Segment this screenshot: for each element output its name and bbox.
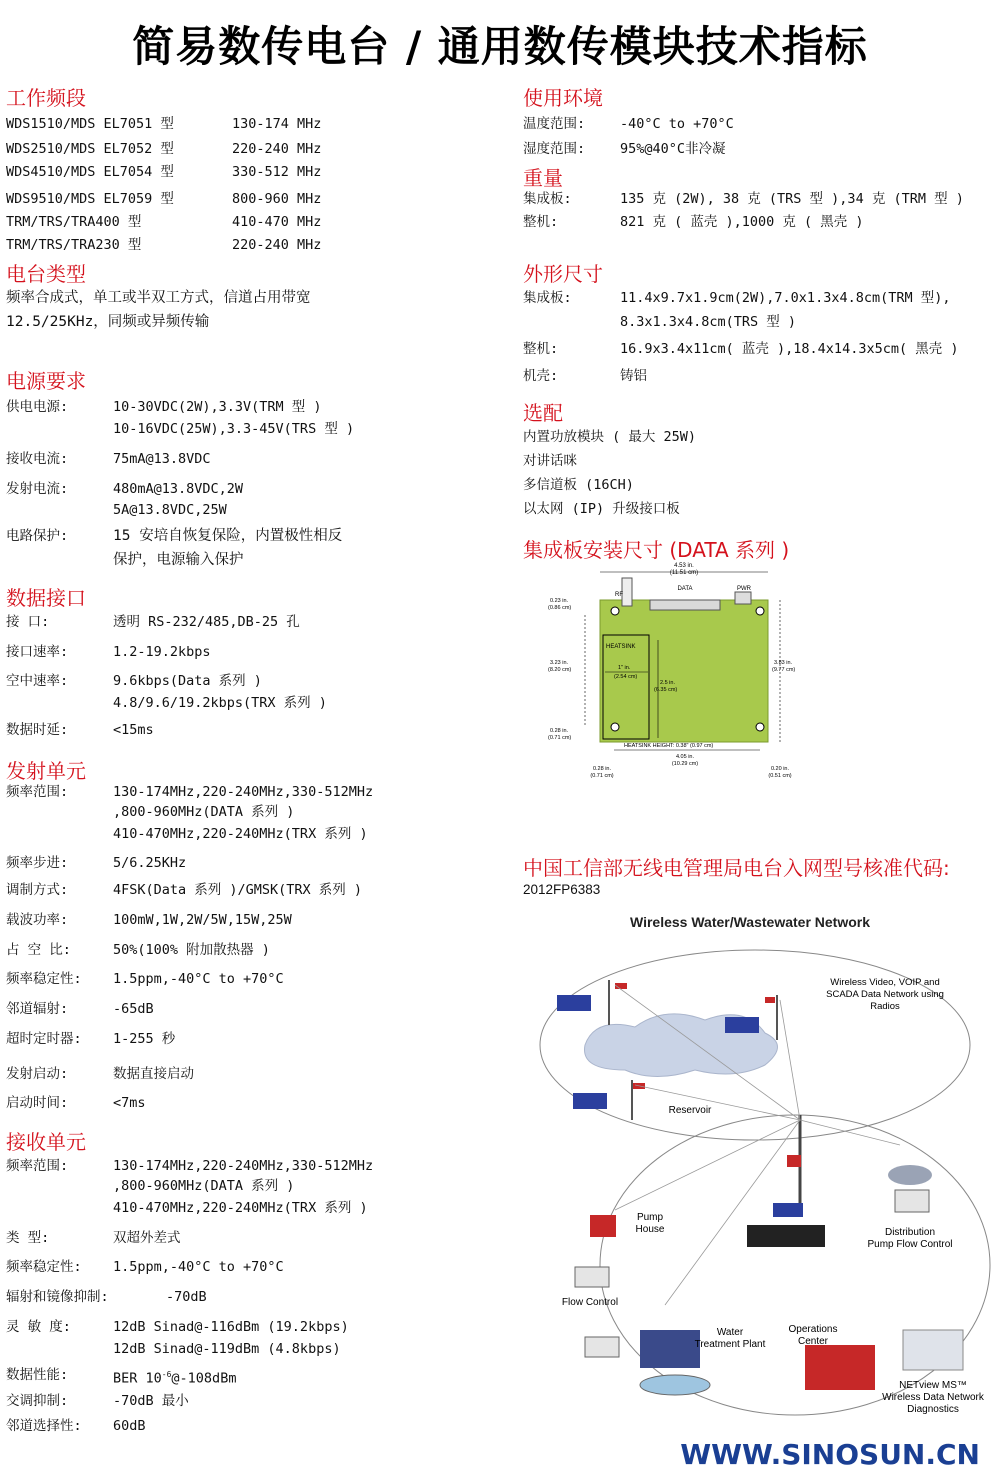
tx-stability-value: 1.5ppm,-40°C to +70°C (113, 971, 284, 987)
ops-label: Center (797, 1336, 829, 1347)
tx-mod-label: 调制方式: (6, 882, 69, 898)
freq-range: 330-512 MHz (232, 164, 322, 180)
tx-duty-label: 占 空 比: (6, 942, 71, 958)
rx-image-value: -70dB (166, 1289, 207, 1305)
rx-perf-value: BER $10^{-6}@-108dBm$ (113, 1370, 237, 1387)
operations-center (805, 1345, 875, 1390)
heatsink-label: HEATSINK (606, 644, 636, 650)
dims-unit-value: 16.9x3.4x11cm( 蓝壳 ),18.4x14.3x5cm( 黑壳 ) (620, 341, 959, 357)
pwr-label: PWR (737, 586, 751, 592)
rx-range-value: ,800-960MHz(DATA 系列 ) (113, 1178, 295, 1194)
mount-hole (756, 607, 764, 615)
flow-label: Flow Control (561, 1297, 619, 1308)
supply-value: 10-30VDC(2W),3.3V(TRM 型 ) (113, 399, 322, 415)
rx-sensitivity-value: 12dB Sinad@-116dBm (19.2kbps) (113, 1319, 349, 1335)
rx-type-label: 类 型: (6, 1230, 50, 1246)
humidity-value: 95%@40°C非冷凝 (620, 141, 726, 157)
option-item: 以太网 (IP) 升级接口板 (523, 501, 680, 517)
dim-bot-in: 4.05 in. (675, 754, 695, 760)
temp-label: 温度范围: (523, 116, 586, 132)
tx-range-value: 410-470MHz,220-240MHz(TRX 系列 ) (113, 826, 368, 842)
rx-range-label: 频率范围: (6, 1158, 69, 1174)
option-item: 多信道板 (16CH) (523, 477, 634, 493)
temp-value: -40°C to +70°C (620, 116, 734, 132)
freq-model: WDS1510/MDS EL7051 型 (6, 116, 174, 132)
freq-model: TRM/TRS/TRA400 型 (6, 214, 142, 230)
dist-label: Pump Flow Control (867, 1239, 953, 1250)
weight-unit-value: 821 克 ( 蓝壳 ),1000 克 ( 黑壳 ) (620, 214, 864, 230)
tx-adjacent-value: -65dB (113, 1001, 154, 1017)
section-options: 选配 (523, 401, 563, 425)
water-label: Water (716, 1327, 744, 1338)
tx-range-value: ,800-960MHz(DATA 系列 ) (113, 804, 295, 820)
dim-left-cm: (8.20 cm) (548, 667, 572, 673)
freq-range: 410-470 MHz (232, 214, 322, 230)
dim-right-cm: (9.77 cm) (772, 667, 796, 673)
dim-top-cm: (11.51 cm) (669, 570, 699, 576)
pwr-connector (735, 592, 751, 604)
section-weight: 重量 (523, 166, 563, 190)
network-title: Wireless Water/Wastewater Network (629, 914, 871, 930)
rx-perf-label: 数据性能: (6, 1367, 69, 1383)
mount-hole (611, 723, 619, 731)
supply-label: 供电电源: (6, 399, 69, 415)
protect-label: 电路保护: (6, 528, 69, 544)
video-line: Radios (870, 1001, 900, 1012)
dim-right-off-cm: (0.51 cm) (768, 773, 792, 779)
dim-25-in: 2.5 in. (660, 680, 675, 686)
pump-label: Pump (636, 1212, 664, 1223)
tx-step-label: 频率步进: (6, 855, 69, 871)
heatsink-height: HEATSINK HEIGHT: 0.38" (0.97 cm) (624, 743, 714, 749)
freq-model: WDS4510/MDS EL7054 型 (6, 164, 174, 180)
dim-hole-top-in: 0.23 in. (550, 598, 569, 604)
netview-console (903, 1330, 963, 1370)
rx-image-label: 辐射和镜像抑制: (6, 1289, 109, 1305)
reservoir-label: Reservoir (668, 1105, 712, 1116)
option-item: 对讲话咪 (523, 453, 577, 469)
tx-stability-label: 频率稳定性: (6, 971, 82, 987)
option-item: 内置功放模块 ( 最大 25W) (523, 429, 697, 445)
pump-house (590, 1215, 616, 1237)
tx-timer-label: 超时定时器: (6, 1031, 82, 1047)
dims-unit-label: 整机: (523, 341, 559, 357)
section-cert: 中国工信部无线电管理局电台入网型号核准代码: (523, 856, 950, 880)
rx-range-value: 410-470MHz,220-240MHz(TRX 系列 ) (113, 1200, 368, 1216)
dim-left-off-cm: (0.71 cm) (590, 773, 614, 779)
rx-range-value: 130-174MHz,220-240MHz,330-512MHz (113, 1158, 374, 1174)
tx-power-label: 载波功率: (6, 912, 69, 928)
rx-selectivity-label: 邻道选择性: (6, 1418, 82, 1434)
rx-current-value: 75mA@13.8VDC (113, 451, 211, 467)
tx-mod-value: 4FSK(Data 系列 )/GMSK(TRX 系列 ) (113, 882, 363, 898)
tx-current-value: 5A@13.8VDC,25W (113, 502, 227, 518)
tx-current-label: 发射电流: (6, 481, 69, 497)
section-data-interface: 数据接口 (6, 586, 86, 610)
radio-unit (573, 1093, 607, 1109)
tx-start-value: 数据直接启动 (113, 1066, 194, 1082)
tx-duty-value: 50%(100% 附加散热器 ) (113, 942, 270, 958)
section-mount: 集成板安装尺寸 (DATA 系列 ) (523, 538, 790, 562)
section-rx: 接收单元 (6, 1130, 86, 1154)
section-power: 电源要求 (6, 369, 86, 393)
mount-hole (611, 607, 619, 615)
port-label: 接 口: (6, 614, 50, 630)
network-diagram (525, 905, 995, 1430)
pump-label: House (635, 1224, 665, 1235)
tx-adjacent-label: 邻道辐射: (6, 1001, 69, 1017)
water-label: Treatment Plant (694, 1339, 766, 1350)
section-dims: 外形尺寸 (523, 262, 603, 286)
radio-unit (557, 995, 591, 1011)
server-unit (747, 1225, 825, 1247)
video-line: Wireless Video, VOIP and (830, 977, 940, 988)
rx-type-value: 双超外差式 (113, 1230, 181, 1246)
dist-label: Distribution (884, 1227, 936, 1238)
treatment-plant (640, 1330, 700, 1368)
radio-type-line: 频率合成式，单工或半双工方式，信道占用带宽 (6, 290, 311, 306)
dim-right-in: 3.83 in. (774, 660, 793, 666)
freq-model: WDS9510/MDS EL7059 型 (6, 191, 174, 207)
delay-value: <15ms (113, 722, 154, 738)
rx-stability-value: 1.5ppm,-40°C to +70°C (113, 1259, 284, 1275)
rx-stability-label: 频率稳定性: (6, 1259, 82, 1275)
supply-value: 10-16VDC(25W),3.3-45V(TRS 型 ) (113, 421, 355, 437)
cert-code: 2012FP6383 (523, 882, 601, 897)
dims-board-label: 集成板: (523, 290, 572, 306)
air-rate-value: 9.6kbps(Data 系列 ) (113, 673, 262, 689)
freq-range: 220-240 MHz (232, 141, 322, 157)
tx-current-value: 480mA@13.8VDC,2W (113, 481, 244, 497)
section-env: 使用环境 (523, 86, 603, 110)
tx-start-time-label: 启动时间: (6, 1095, 69, 1111)
tx-start-label: 发射启动: (6, 1066, 69, 1082)
section-freq-band: 工作频段 (6, 86, 86, 110)
netview-label: NETview MS™ (899, 1380, 967, 1391)
board-mount-diagram (530, 560, 820, 785)
data-connector (650, 600, 720, 610)
tx-step-value: 5/6.25KHz (113, 855, 187, 871)
dim-one-cm: (2.54 cm) (614, 674, 638, 680)
dim-right-off-in: 0.20 in. (770, 766, 790, 772)
dim-hole-bot-in: 0.28 in. (550, 728, 569, 734)
dims-case-label: 机壳: (523, 368, 559, 384)
freq-model: WDS2510/MDS EL7052 型 (6, 141, 174, 157)
section-tx: 发射单元 (6, 759, 86, 783)
mount-hole (756, 723, 764, 731)
video-line: SCADA Data Network using (826, 989, 944, 1000)
freq-range: 130-174 MHz (232, 116, 322, 132)
port-value: 透明 RS-232/485,DB-25 孔 (113, 614, 300, 630)
protect-value: 保护，电源输入保护 (113, 552, 244, 568)
tx-power-value: 100mW,1W,2W/5W,15W,25W (113, 912, 292, 928)
rx-intermod-label: 交调抑制: (6, 1393, 69, 1409)
rx-sensitivity-label: 灵 敏 度: (6, 1319, 71, 1335)
page-title: 简易数传电台 / 通用数传模块技术指标 (132, 22, 868, 71)
rate-value: 1.2-19.2kbps (113, 644, 211, 660)
air-rate-value: 4.8/9.6/19.2kbps(TRX 系列 ) (113, 695, 327, 711)
rx-sensitivity-value: 12dB Sinad@-119dBm (4.8kbps) (113, 1341, 341, 1357)
dims-board-value: 11.4x9.7x1.9cm(2W),7.0x1.3x4.8cm(TRM 型), (620, 290, 951, 306)
freq-model: TRM/TRS/TRA230 型 (6, 237, 142, 253)
rx-current-label: 接收电流: (6, 451, 69, 467)
radio-type-line: 12.5/25KHz，同频或异频传输 (6, 314, 210, 330)
ops-label: Operations (788, 1324, 838, 1335)
tx-range-label: 频率范围: (6, 784, 69, 800)
weight-board-value: 135 克 (2W), 38 克 (TRS 型 ),34 克 (TRM 型 ) (620, 191, 964, 207)
radio-unit (725, 1017, 759, 1033)
tx-timer-value: 1-255 秒 (113, 1031, 176, 1047)
dims-case-value: 铸铝 (620, 368, 647, 384)
data-label: DATA (677, 586, 693, 592)
weight-board-label: 集成板: (523, 191, 572, 207)
rf-connector (622, 578, 632, 606)
rx-selectivity-value: 60dB (113, 1418, 146, 1434)
dist-pump (888, 1165, 932, 1185)
dim-hole-top-cm: (0.86 cm) (548, 605, 572, 611)
section-radio-type: 电台类型 (6, 262, 86, 286)
dim-25-cm: (6.35 cm) (654, 687, 678, 693)
netview-label: Wireless Data Network (882, 1392, 984, 1403)
dims-board-value: 8.3x1.3x4.8cm(TRS 型 ) (620, 314, 797, 330)
freq-range: 220-240 MHz (232, 237, 322, 253)
rf-label: RF (615, 592, 623, 598)
rx-intermod-value: -70dB 最小 (113, 1393, 189, 1409)
rate-label: 接口速率: (6, 644, 69, 660)
dim-bot-cm: (10.29 cm) (671, 761, 699, 767)
dim-left-in: 3.23 in. (550, 660, 569, 666)
dim-top-in: 4.53 in. (674, 563, 694, 569)
board-outline (600, 600, 768, 742)
humidity-label: 湿度范围: (523, 141, 586, 157)
tx-range-value: 130-174MHz,220-240MHz,330-512MHz (113, 784, 374, 800)
freq-range: 800-960 MHz (232, 191, 322, 207)
protect-value: 15 安培自恢复保险，内置极性相反 (113, 528, 343, 544)
weight-unit-label: 整机: (523, 214, 559, 230)
dim-one-in: 1" in. (618, 665, 631, 671)
netview-label: Diagnostics (907, 1404, 959, 1415)
delay-label: 数据时延: (6, 722, 69, 738)
tx-start-time-value: <7ms (113, 1095, 146, 1111)
website-footer[interactable]: WWW.SINOSUN.CN (680, 1438, 980, 1471)
air-rate-label: 空中速率: (6, 673, 69, 689)
dim-left-off-in: 0.28 in. (592, 766, 612, 772)
dim-hole-bot-cm: (0.71 cm) (548, 735, 572, 741)
